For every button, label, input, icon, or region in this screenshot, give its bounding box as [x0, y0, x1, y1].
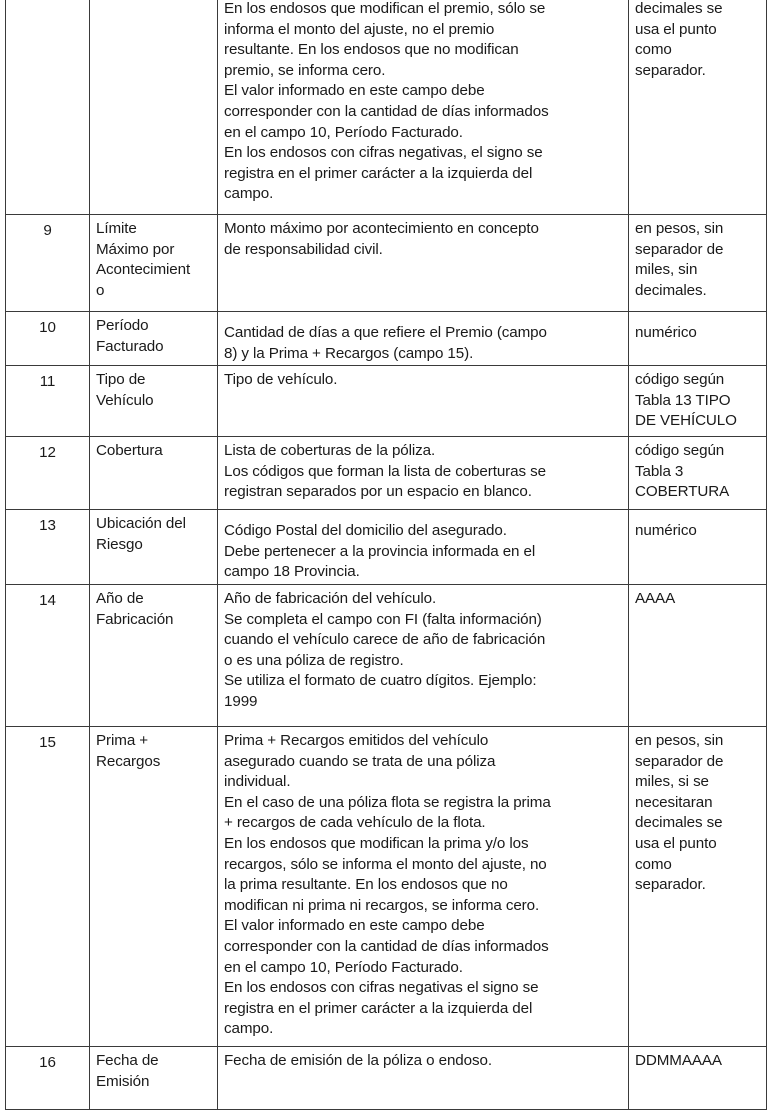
field-name-line: Cobertura — [96, 442, 163, 460]
field-description-line: Año de fabricación del vehículo. — [224, 589, 437, 607]
field-description-line: o es una póliza de registro. — [224, 651, 404, 669]
field-description-line: cuando el vehículo carece de año de fabricación — [224, 631, 546, 649]
field-format-line: en pesos, sin — [635, 731, 724, 749]
field-number: 12 — [6, 437, 90, 510]
field-description-line: Monto máximo por acontecimiento en concepto — [224, 220, 539, 237]
field-name-line: Máximo por — [96, 240, 175, 258]
field-description-line: En los endosos que modifican el premio, sólo se — [224, 0, 546, 17]
field-format-line: separador de — [635, 752, 724, 770]
field-description-line: Se completa el campo con FI (falta información) — [224, 610, 542, 628]
field-description-line: Prima + Recargos emitidos del vehículo — [224, 731, 489, 749]
field-name — [90, 726, 218, 1046]
field-format-line: decimales se — [635, 814, 723, 832]
field-name — [90, 1046, 218, 1109]
field-description-line: corresponder con la cantidad de días informados — [224, 102, 549, 120]
field-number: 13 — [6, 510, 90, 585]
field-name — [90, 312, 218, 366]
field-description-line: individual. — [224, 773, 291, 791]
field-number — [6, 0, 90, 215]
field-format — [629, 437, 767, 510]
field-name-line: Límite — [96, 220, 137, 237]
field-spec-table — [5, 0, 767, 1110]
field-format — [629, 366, 767, 437]
field-format — [629, 1046, 767, 1109]
field-description-line: + recargos de cada vehículo de la flota. — [224, 814, 486, 832]
field-description-line: asegurado cuando se trata de una póliza — [224, 752, 496, 770]
field-format-line: DDMMAAAA — [635, 1051, 722, 1069]
field-name-line: Año de — [96, 589, 144, 607]
field-format-line: Tabla 13 TIPO — [635, 391, 731, 409]
field-description-line: registra en el primer carácter a la izquierda del — [224, 164, 533, 182]
field-description-line: El valor informado en este campo debe — [224, 917, 485, 935]
field-format-line: como — [635, 41, 672, 59]
field-description — [218, 215, 629, 312]
field-description-line: campo. — [224, 1020, 274, 1038]
field-name-line: Acontecimient — [96, 261, 191, 279]
field-description — [218, 1046, 629, 1109]
field-name-line: Facturado — [96, 337, 164, 355]
field-description-line: registran separados por un espacio en blanco. — [224, 483, 532, 501]
field-format-line: numérico — [635, 522, 697, 540]
field-format — [629, 312, 767, 366]
field-name — [90, 215, 218, 312]
field-number: 14 — [6, 584, 90, 726]
field-name — [90, 437, 218, 510]
field-format-line: decimales. — [635, 281, 707, 299]
field-description-line: campo. — [224, 185, 274, 203]
field-description-line: 8) y la Prima + Recargos (campo 15). — [224, 344, 474, 362]
field-number: 16 — [6, 1046, 90, 1109]
field-format-line: código según — [635, 371, 725, 389]
field-name — [90, 584, 218, 726]
field-row — [6, 366, 767, 437]
field-description-line: Los códigos que forman la lista de coberturas se — [224, 462, 546, 480]
field-description-line: En los endosos con cifras negativas, el signo se — [224, 144, 543, 162]
field-format-line: separador. — [635, 876, 706, 894]
field-format — [629, 726, 767, 1046]
field-format-line: necesitaran — [635, 793, 713, 811]
field-description-line: En los endosos que modifican la prima y/o los — [224, 834, 529, 852]
field-description — [218, 312, 629, 366]
field-name-line: Recargos — [96, 752, 161, 770]
field-description-line: El valor informado en este campo debe — [224, 82, 485, 100]
field-description-line: Lista de coberturas de la póliza. — [224, 442, 436, 460]
field-row — [6, 1046, 767, 1109]
field-description-line: la prima resultante. En los endosos que no — [224, 876, 508, 894]
field-description-line: modifican ni prima ni recargos, se informa cero. — [224, 896, 540, 914]
field-number: 15 — [6, 726, 90, 1046]
field-name-line: Fabricación — [96, 610, 174, 628]
field-format-line: en pesos, sin — [635, 220, 724, 237]
field-spec-body — [6, 0, 767, 1109]
field-description-line: informa el monto del ajuste, no el premio — [224, 20, 495, 38]
field-format-line: DE VEHÍCULO — [635, 412, 737, 430]
field-description-line: Cantidad de días a que refiere el Premio (campo — [224, 324, 547, 341]
field-format-line: numérico — [635, 324, 697, 341]
field-name-line: Período — [96, 317, 149, 334]
field-name-line: o — [96, 281, 105, 299]
field-name-line: Riesgo — [96, 535, 143, 553]
field-name — [90, 0, 218, 215]
field-row — [6, 312, 767, 366]
field-name-line: Vehículo — [96, 391, 154, 409]
field-format — [629, 510, 767, 585]
field-description-line: recargos, sólo se informa el monto del ajuste, no — [224, 855, 547, 873]
field-format — [629, 215, 767, 312]
field-name-line: Prima + — [96, 731, 149, 749]
field-number: 10 — [6, 312, 90, 366]
field-name-line: Ubicación del — [96, 515, 186, 533]
field-description-line: registra en el primer carácter a la izquierda del — [224, 999, 533, 1017]
field-name-line: Fecha de — [96, 1051, 159, 1069]
field-description — [218, 510, 629, 585]
field-row — [6, 726, 767, 1046]
field-format — [629, 584, 767, 726]
field-description-line: de responsabilidad civil. — [224, 240, 383, 258]
field-format-line: como — [635, 855, 672, 873]
field-description-line: campo 18 Provincia. — [224, 563, 360, 581]
field-name-line: Tipo de — [96, 371, 146, 389]
field-name-line: Emisión — [96, 1072, 150, 1090]
field-description-line: Código Postal del domicilio del asegurado. — [224, 522, 507, 540]
field-row — [6, 510, 767, 585]
field-description-line: Tipo de vehículo. — [224, 371, 338, 389]
field-row — [6, 215, 767, 312]
field-description — [218, 726, 629, 1046]
field-description-line: Debe pertenecer a la provincia informada en el — [224, 542, 536, 560]
field-description-line: En el caso de una póliza flota se registra la prima — [224, 793, 551, 811]
field-description-line: en el campo 10, Período Facturado. — [224, 958, 463, 976]
field-format-line: COBERTURA — [635, 483, 730, 501]
field-description-line: Se utiliza el formato de cuatro dígitos. Ejemplo: — [224, 672, 537, 690]
field-description — [218, 584, 629, 726]
field-description-line: En los endosos con cifras negativas el signo se — [224, 979, 539, 997]
field-format-line: miles, sin — [635, 261, 698, 279]
field-row — [6, 584, 767, 726]
field-format-line: decimales se — [635, 0, 723, 17]
field-description — [218, 437, 629, 510]
field-name — [90, 366, 218, 437]
field-description — [218, 366, 629, 437]
field-number: 11 — [6, 366, 90, 437]
field-format-line: Tabla 3 — [635, 462, 684, 480]
field-description-line: 1999 — [224, 692, 258, 710]
field-number: 9 — [6, 215, 90, 312]
field-format-line: separador. — [635, 61, 706, 79]
field-description-line: corresponder con la cantidad de días informados — [224, 937, 549, 955]
field-description — [218, 0, 629, 215]
field-format — [629, 0, 767, 215]
field-format-line: código según — [635, 442, 725, 460]
field-format-line: usa el punto — [635, 834, 717, 852]
field-format-line: miles, si se — [635, 773, 709, 791]
field-format-line: AAAA — [635, 589, 676, 607]
field-description-line: premio, se informa cero. — [224, 61, 386, 79]
field-description-line: resultante. En los endosos que no modifican — [224, 41, 519, 59]
field-name — [90, 510, 218, 585]
field-description-line: en el campo 10, Período Facturado. — [224, 123, 463, 141]
field-format-line: separador de — [635, 240, 724, 258]
field-format-line: usa el punto — [635, 20, 717, 38]
field-row — [6, 0, 767, 215]
field-description-line: Fecha de emisión de la póliza o endoso. — [224, 1051, 492, 1069]
field-row — [6, 437, 767, 510]
